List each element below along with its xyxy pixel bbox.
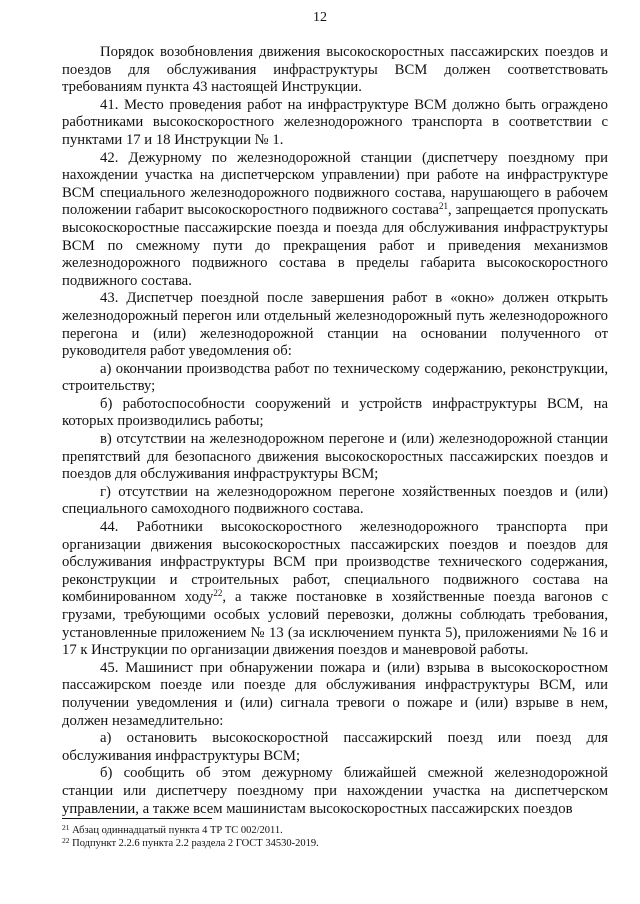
paragraph-43-b: б) работоспособности сооружений и устройств инфраструктуры ВСМ, на которых производились работы; bbox=[62, 395, 608, 430]
footnote-marker-22: 22 bbox=[62, 836, 70, 845]
paragraph-intro: Порядок возобновления движения высокоскоростных пассажирских поездов и поездов для обслуживания инфраструктуры ВСМ должен соответствовать требованиям пункта 43 настоящей Инструкции. bbox=[62, 44, 608, 96]
paragraph-45-b: б) сообщить об этом дежурному ближайшей смежной железнодорожной станции или диспетчеру поездному при нахождении участка на диспетчерском управлении, а также всем машинистам высокоскоростных пассажирских поездов bbox=[62, 765, 608, 817]
paragraph-42 bbox=[62, 150, 608, 291]
paragraph-45: 45. Машинист при обнаружении пожара и (или) взрыва в высокоскоростном пассажирском поезде или поезде для обслуживания инфраструктуры ВСМ, или получении уведомления и (или) сигнала тревоги о пожаре и (или) взрыве в нем, должен незамедлительно: bbox=[62, 659, 608, 729]
paragraph-44-text-a: 44. Работники высокоскоростного железнодорожного транспорта при организации движения высокоскоростных пассажирских поездов и поездов для обслуживания инфраструктуры ВСМ при производстве технического содержания, реконструкции и строительных работ, специального подвижного состава на комбинированном ходу bbox=[62, 519, 608, 606]
paragraph-43-v: в) отсутствии на железнодорожном перегоне и (или) железнодорожной станции препятствий для безопасного движения высокоскоростных пассажирских поездов и поездов для обслуживания инфраструктуры ВСМ; bbox=[62, 431, 608, 483]
paragraph-43-g: г) отсутствии на железнодорожном перегоне хозяйственных поездов и (или) специального самоходного подвижного состава. bbox=[62, 483, 608, 518]
paragraph-44 bbox=[62, 519, 608, 660]
paragraph-43: 43. Диспетчер поездной после завершения работ в «окно» должен открыть железнодорожный перегон или отдельный железнодорожный путь железнодорожного перегона и (или) железнодорожной станции на основании полученного от руководителя работ уведомления об: bbox=[62, 290, 608, 360]
paragraph-42-text-b: , запрещается пропускать высокоскоростные пассажирские поезда и поезда для обслуживания инфраструктуры ВСМ по смежному пути до прекращения работ и приведения механизмов железнодорожного подвижного состава в пределы габарита высокоскоростного подвижного состава. bbox=[62, 202, 608, 289]
footnote-21 bbox=[62, 824, 608, 837]
paragraph-43-a: а) окончании производства работ по техническому содержанию, реконструкции, строительству; bbox=[62, 360, 608, 395]
footnote-text-22: Подпункт 2.2.6 пункта 2.2 раздела 2 ГОСТ 34530-2019. bbox=[72, 838, 319, 849]
footnote-22 bbox=[62, 837, 608, 850]
footnote-divider bbox=[62, 818, 212, 819]
footnote-ref-21[interactable]: 21 bbox=[438, 201, 448, 212]
document-body bbox=[62, 44, 608, 818]
footnote-ref-22[interactable]: 22 bbox=[213, 588, 223, 599]
paragraph-42-text-a: 42. Дежурному по железнодорожной станции (диспетчеру поездному при нахождении участка на диспетчерском управлении) при работе на инфраструктуре ВСМ специального железнодорожного подвижного состава, нарушающего в рабочем положении габарит высокоскоростного подвижного состава bbox=[62, 149, 608, 219]
page-number: 12 bbox=[313, 10, 327, 25]
footnote-marker-21: 21 bbox=[62, 823, 70, 832]
paragraph-44-text-b: , а также постановке в хозяйственные поезда вагонов с грузами, требующими особых условий перевозки, должны соблюдать требования, установленные приложением № 13 (за исключением пункта 5), приложениями № 16 и 17 к Инструкции по организации движения поездов и маневровой работы. bbox=[62, 589, 608, 659]
paragraph-41: 41. Место проведения работ на инфраструктуре ВСМ должно быть ограждено работниками высокоскоростного железнодорожного транспорта в соответствии с пунктами 17 и 18 Инструкции № 1. bbox=[62, 96, 608, 148]
footnote-text-21: Абзац одиннадцатый пункта 4 ТР ТС 002/2011. bbox=[72, 825, 283, 836]
footnotes bbox=[62, 824, 608, 850]
paragraph-45-a: а) остановить высокоскоростной пассажирский поезд или поезд для обслуживания инфраструктуры ВСМ; bbox=[62, 730, 608, 764]
